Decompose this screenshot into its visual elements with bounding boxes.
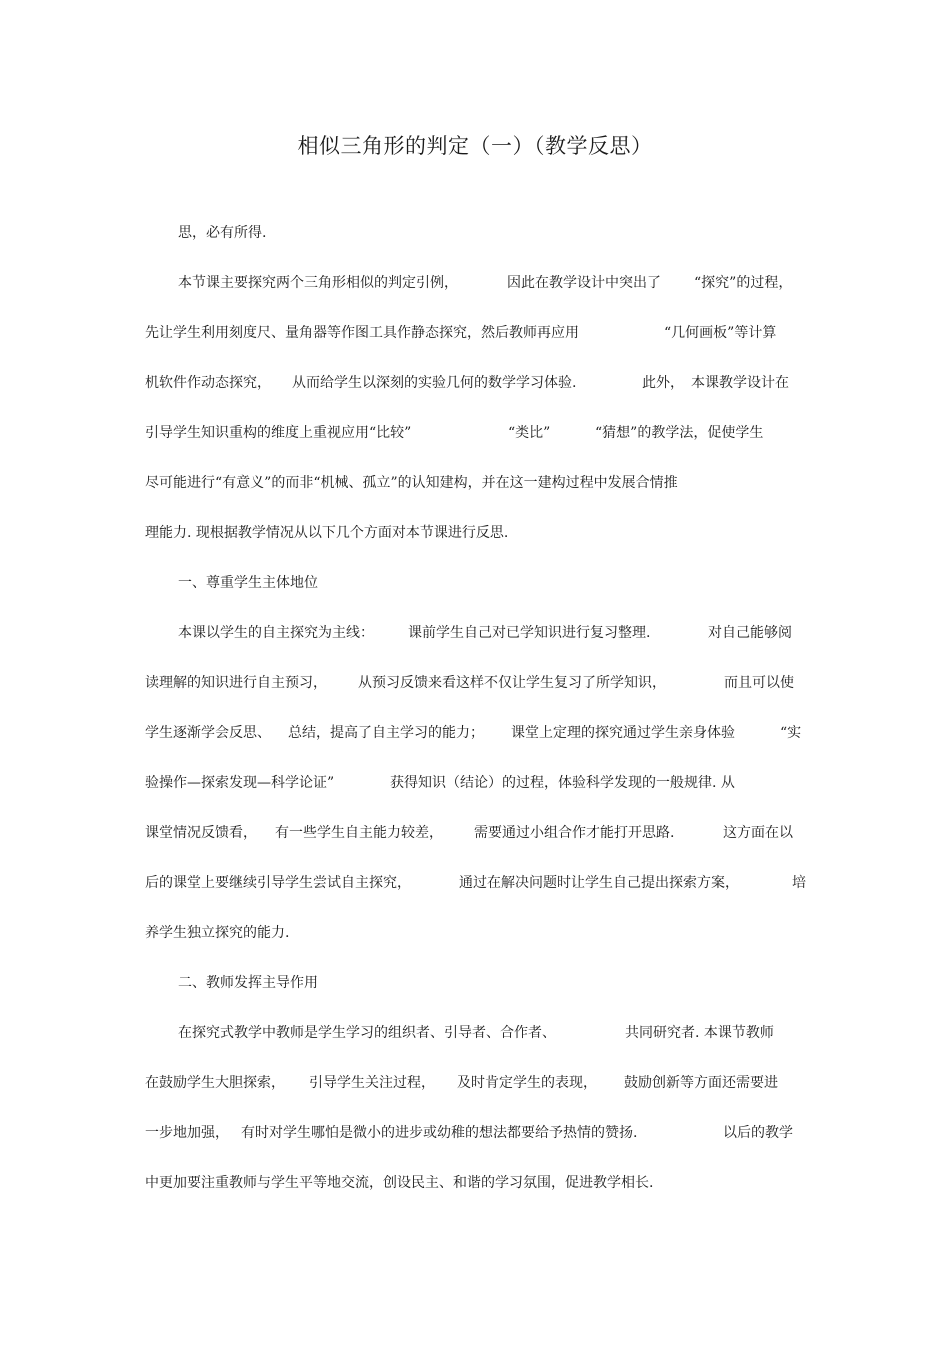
text-segment: 及时肯定学生的表现， <box>457 1075 597 1091</box>
text-segment: 验操作—探索发现—科学论证” <box>145 775 335 791</box>
text-segment: 一、尊重学生主体地位 <box>178 575 318 591</box>
text-segment: 中更加要注重教师与学生平等地交流，创设民主、和谐的学习氛围，促进教学相长. <box>145 1175 654 1191</box>
text-line <box>0 723 950 743</box>
text-segment: 从而给学生以深刻的实验几何的数学学习体验. <box>292 375 577 391</box>
text-segment: 共同研究者. 本课节教师 <box>625 1025 774 1041</box>
text-segment: 有时对学生哪怕是微小的进步或幼稚的想法都要给予热情的赞扬. <box>241 1125 638 1141</box>
text-segment: 理能力. 现根据教学情况从以下几个方面对本节课进行反思. <box>145 525 509 541</box>
text-segment: 获得知识（结论）的过程，体验科学发现的一般规律. 从 <box>390 775 735 791</box>
text-segment: 二、教师发挥主导作用 <box>178 975 318 991</box>
text-segment: 在探究式教学中教师是学生学习的组织者、引导者、合作者、 <box>178 1025 556 1041</box>
text-segment: 引导学生知识重构的维度上重视应用“比较” <box>145 425 412 441</box>
text-segment: 课前学生自己对已学知识进行复习整理. <box>408 625 651 641</box>
text-segment: 在鼓励学生大胆探索， <box>145 1075 285 1091</box>
text-segment: 先让学生利用刻度尺、量角器等作图工具作静态探究，然后教师再应用 <box>145 325 579 341</box>
text-segment: “几何画板”等计算 <box>664 325 777 341</box>
text-segment: 有一些学生自主能力较差， <box>275 825 443 841</box>
text-line <box>0 273 950 293</box>
text-line <box>0 323 950 343</box>
text-segment: “猜想”的教学法，促使学生 <box>595 425 764 441</box>
text-line <box>0 923 950 943</box>
text-line <box>0 673 950 693</box>
text-line <box>0 573 950 593</box>
text-line <box>0 1123 950 1143</box>
text-segment: 对自己能够阅 <box>708 625 792 641</box>
text-line <box>0 873 950 893</box>
text-line <box>0 823 950 843</box>
text-line <box>0 223 950 243</box>
text-segment: 后的课堂上要继续引导学生尝试自主探究， <box>145 875 411 891</box>
text-segment: 因此在教学设计中突出了 <box>507 275 661 291</box>
text-segment: 引导学生关注过程， <box>309 1075 435 1091</box>
text-segment: 而且可以使 <box>724 675 794 691</box>
text-line <box>0 973 950 993</box>
text-segment: 鼓励创新等方面还需要进 <box>624 1075 778 1091</box>
text-line <box>0 423 950 443</box>
text-line <box>0 373 950 393</box>
text-segment: 课堂情况反馈看， <box>145 825 257 841</box>
text-segment: “类比” <box>508 425 551 441</box>
text-segment: 总结，提高了自主学习的能力； <box>288 725 484 741</box>
text-segment: 读理解的知识进行自主预习， <box>145 675 327 691</box>
text-segment: 尽可能进行“有意义”的而非“机械、孤立”的认知建构，并在这一建构过程中发展合情推 <box>145 475 678 491</box>
text-segment: 这方面在以 <box>723 825 793 841</box>
text-segment: 本课以学生的自主探究为主线： <box>178 625 374 641</box>
text-segment: 思，必有所得. <box>178 225 267 241</box>
text-line <box>0 1023 950 1043</box>
text-segment: 以后的教学 <box>723 1125 793 1141</box>
text-line <box>0 523 950 543</box>
text-line <box>0 623 950 643</box>
text-segment: “实 <box>780 725 802 741</box>
text-segment: 一步地加强， <box>145 1125 229 1141</box>
text-line <box>0 1173 950 1193</box>
document-title: 相似三角形的判定（一）（教学反思） <box>297 134 653 158</box>
text-segment: 通过在解决问题时让学生自己提出探索方案， <box>459 875 739 891</box>
text-segment: 培 <box>792 875 806 891</box>
text-segment: 从预习反馈来看这样不仅让学生复习了所学知识， <box>358 675 666 691</box>
text-line <box>0 1073 950 1093</box>
text-segment: “探究”的过程， <box>694 275 793 291</box>
text-segment: 课堂上定理的探究通过学生亲身体验 <box>511 725 735 741</box>
text-line <box>0 473 950 493</box>
text-line <box>0 773 950 793</box>
text-segment: 机软件作动态探究， <box>145 375 271 391</box>
text-segment: 养学生独立探究的能力. <box>145 925 290 941</box>
text-segment: 本节课主要探究两个三角形相似的判定引例， <box>178 275 458 291</box>
text-segment: 本课教学设计在 <box>691 375 789 391</box>
text-segment: 需要通过小组合作才能打开思路. <box>474 825 675 841</box>
text-segment: 此外， <box>642 375 684 391</box>
text-segment: 学生逐渐学会反思、 <box>145 725 271 741</box>
